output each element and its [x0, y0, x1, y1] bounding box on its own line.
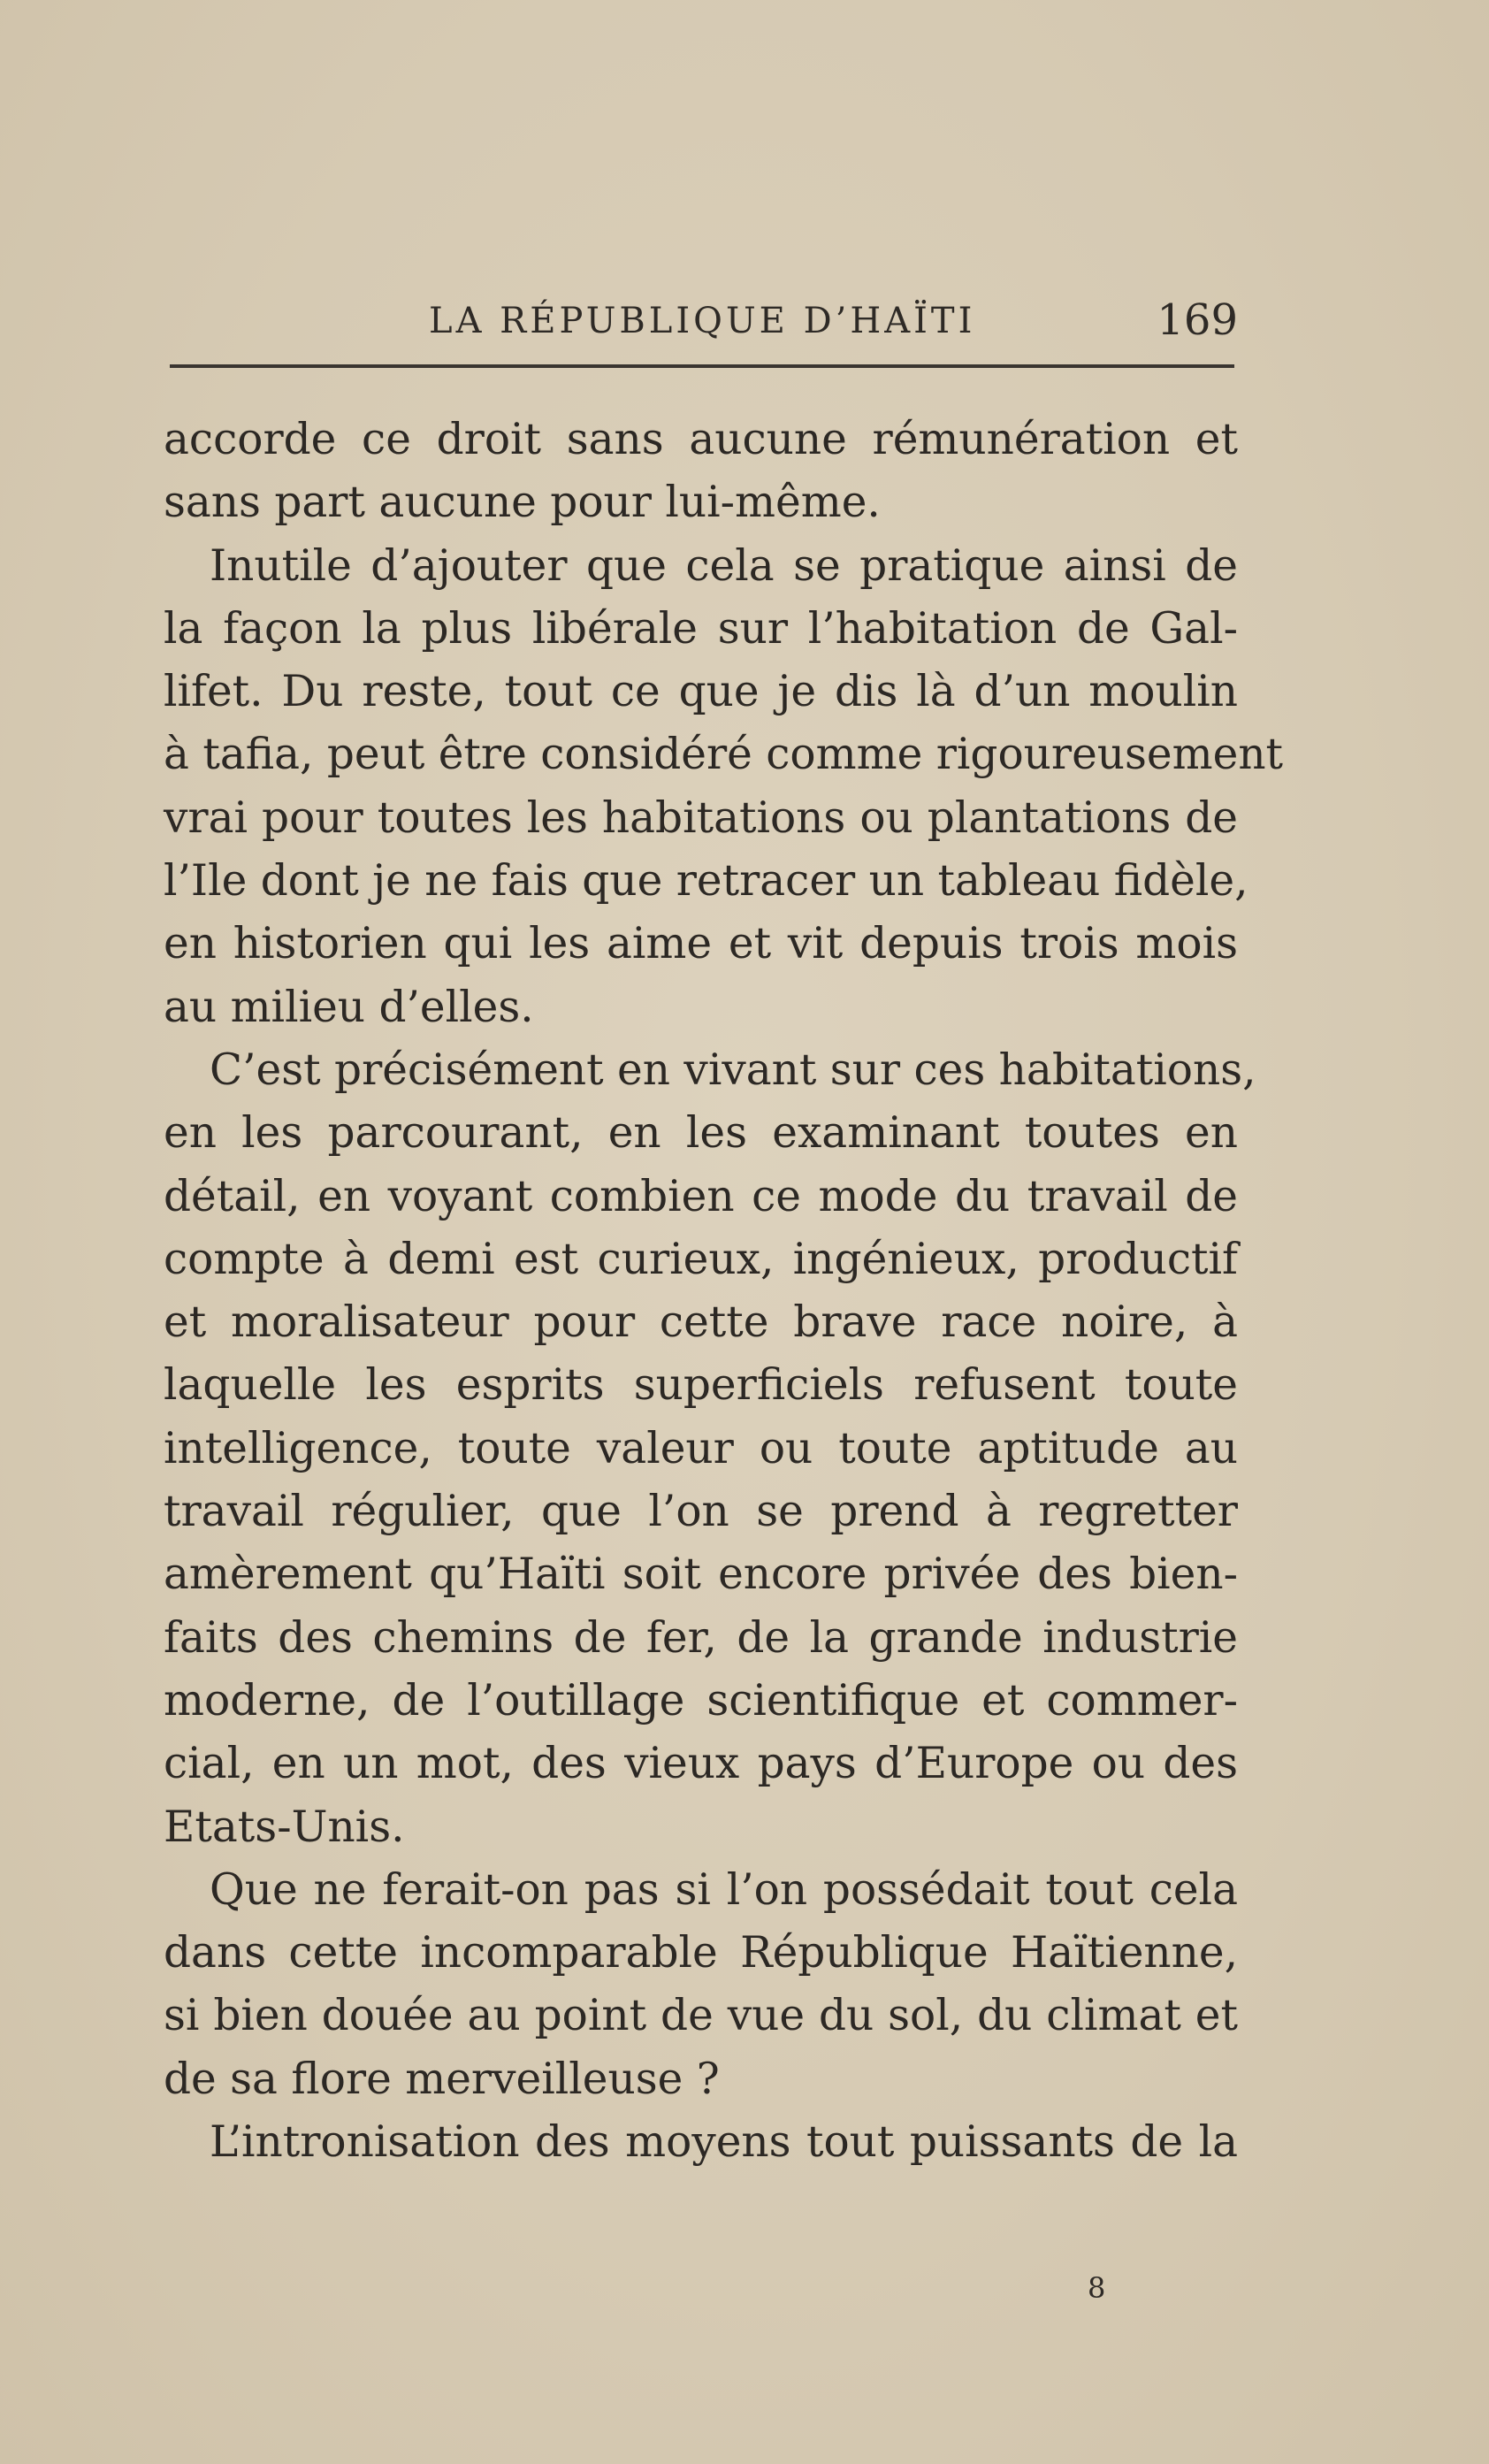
text-line: L’intronisation des moyens tout puissants de la — [210, 2117, 1238, 2168]
text-line: Que ne ferait-on pas si l’on possédait tout cela — [210, 1864, 1238, 1915]
text-line: détail, en voyant combien ce mode du travail de — [164, 1171, 1238, 1221]
text-line: au milieu d’elles. — [164, 982, 534, 1032]
text-line: C’est précisément en vivant sur ces habitations, — [210, 1045, 1256, 1095]
text-line: laquelle les esprits superficiels refusent toute — [164, 1360, 1238, 1411]
text-line: moderne, de l’outillage scientifique et commer- — [164, 1675, 1238, 1726]
text-line: Etats-Unis. — [164, 1802, 405, 1852]
text-line: à tafia, peut être considéré comme rigoureusement — [164, 730, 1284, 780]
page-header — [164, 295, 1238, 354]
text-line: de sa flore merveilleuse ? — [164, 2054, 720, 2104]
text-line: sans part aucune pour lui-même. — [164, 478, 881, 528]
text-line: amèrement qu’Haïti soit encore privée des bien- — [164, 1550, 1238, 1600]
text-line: faits des chemins de fer, de la grande industrie — [164, 1612, 1238, 1663]
running-title: LA RÉPUBLIQUE D’HAÏTI — [429, 301, 976, 341]
text-line: Inutile d’ajouter que cela se pratique ainsi de — [210, 540, 1238, 591]
text-line: compte à demi est curieux, ingénieux, productif — [164, 1234, 1238, 1284]
text-line: cial, en un mot, des vieux pays d’Europe ou des — [164, 1739, 1238, 1789]
text-line: accorde ce droit sans aucune rémunération et — [164, 415, 1238, 464]
text-line: en historien qui les aime et vit depuis trois mois — [164, 919, 1238, 969]
text-line: et moralisateur pour cette brave race noire, à — [164, 1297, 1238, 1348]
text-line: en les parcourant, en les examinant toutes en — [164, 1108, 1238, 1159]
text-line: dans cette incomparable République Haïtienne, — [164, 1928, 1238, 1978]
body-text — [164, 409, 1284, 2174]
page-number: 169 — [1157, 295, 1238, 345]
text-line: lifet. Du reste, tout ce que je dis là d’un moulin — [164, 667, 1238, 717]
text-line: l’Ile dont je ne fais que retracer un tableau fidèle, — [164, 856, 1248, 907]
text-line: vrai pour toutes les habitations ou plantations de — [164, 792, 1238, 843]
text-line: travail régulier, que l’on se prend à regretter — [164, 1487, 1238, 1537]
text-line: si bien douée au point de vue du sol, du climat et — [164, 1991, 1238, 2041]
signature-mark: 8 — [1088, 2271, 1106, 2305]
text-line: intelligence, toute valeur ou toute aptitude au — [164, 1423, 1238, 1473]
header-rule — [170, 364, 1234, 368]
text-line: la façon la plus libérale sur l’habitation de Gal- — [164, 603, 1238, 654]
